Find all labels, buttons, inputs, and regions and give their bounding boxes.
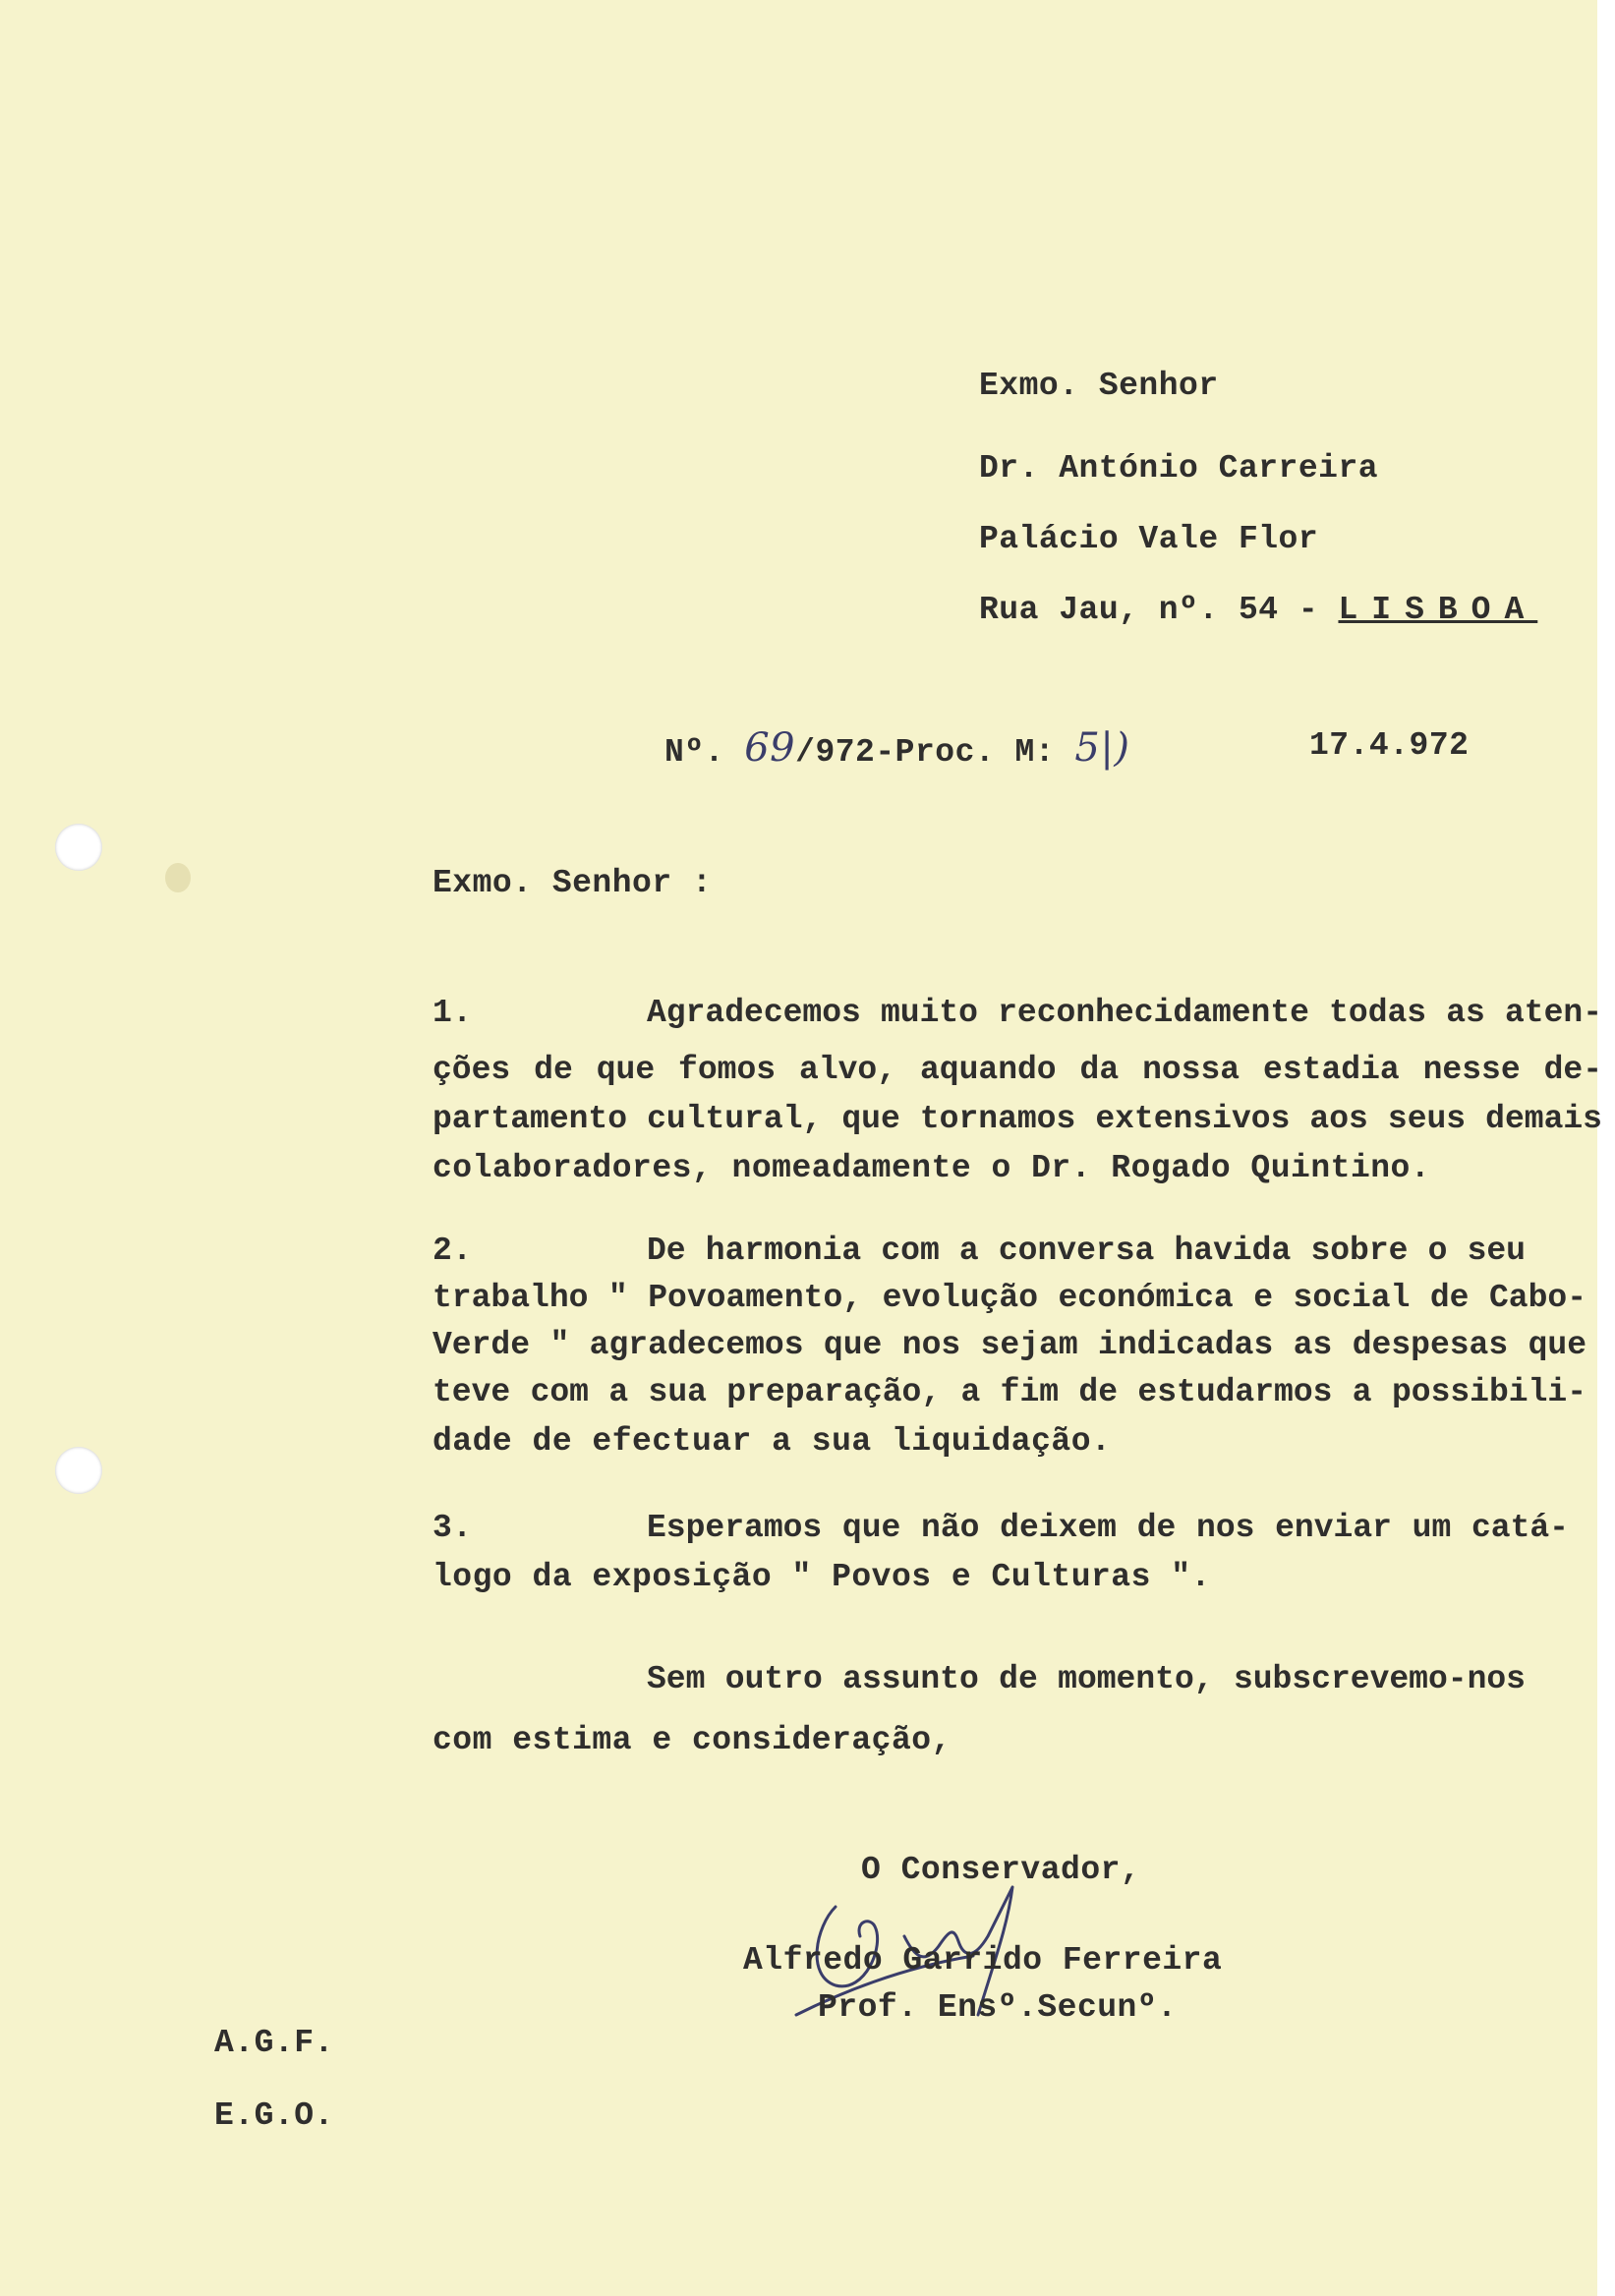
letter-greeting: Exmo. Senhor : bbox=[433, 865, 713, 901]
paragraph-1-line: ções de que fomos alvo, aquando da nossa estadia nesse de- bbox=[433, 1052, 1602, 1088]
closing-line-1: Sem outro assunto de momento, subscrevemo-nos bbox=[647, 1661, 1526, 1697]
paragraph-2-number: 2. bbox=[433, 1233, 473, 1269]
address-name: Dr. António Carreira bbox=[979, 450, 1379, 487]
letter-date: 17.4.972 bbox=[1309, 727, 1470, 764]
paragraph-3-number: 3. bbox=[433, 1510, 473, 1546]
page-edge bbox=[1597, 0, 1615, 2296]
signature-position: Prof. Ensº.Secunº. bbox=[818, 1989, 1178, 2026]
initials-line-2: E.G.O. bbox=[214, 2097, 334, 2134]
paragraph-3-line: logo da exposição " Povos e Culturas ". bbox=[433, 1559, 1211, 1595]
reference-middle: /972-Proc. M: bbox=[795, 734, 1056, 771]
paragraph-1-line: Agradecemos muito reconhecidamente todas as aten- bbox=[647, 995, 1602, 1031]
paragraph-1-line: partamento cultural, que tornamos extensivos aos seus demais bbox=[433, 1101, 1602, 1137]
signature-title: O Conservador, bbox=[861, 1852, 1141, 1888]
reference-number-handwritten: 69 bbox=[744, 725, 796, 771]
paragraph-2-line: teve com a sua preparação, a fim de estudarmos a possibili- bbox=[433, 1374, 1586, 1410]
initials-line-1: A.G.F. bbox=[214, 2025, 334, 2061]
punch-hole-bottom bbox=[55, 1447, 102, 1494]
reference-proc-handwritten: 5|) bbox=[1074, 725, 1130, 771]
paragraph-2-line: trabalho " Povoamento, evolução económica e social de Cabo- bbox=[433, 1280, 1586, 1316]
reference-prefix: Nº. bbox=[664, 734, 724, 771]
reference-line bbox=[664, 725, 1129, 771]
paragraph-1-number: 1. bbox=[433, 995, 473, 1031]
address-street-line bbox=[979, 592, 1537, 628]
signature-name: Alfredo Garrido Ferreira bbox=[743, 1942, 1223, 1979]
address-building: Palácio Vale Flor bbox=[979, 521, 1319, 557]
closing-line-2: com estima e consideração, bbox=[433, 1722, 952, 1758]
paragraph-1-line: colaboradores, nomeadamente o Dr. Rogado Quintino. bbox=[433, 1150, 1431, 1186]
paper-stain bbox=[165, 863, 191, 892]
address-street: Rua Jau, nº. 54 - bbox=[979, 592, 1339, 628]
paragraph-2-line: De harmonia com a conversa havida sobre o seu bbox=[647, 1233, 1526, 1269]
paragraph-2-line: dade de efectuar a sua liquidação. bbox=[433, 1423, 1112, 1460]
address-city: LISBOA bbox=[1338, 592, 1538, 628]
paragraph-2-line: Verde " agradecemos que nos sejam indicadas as despesas que bbox=[433, 1327, 1586, 1363]
punch-hole-top bbox=[55, 824, 102, 871]
paragraph-3-line: Esperamos que não deixem de nos enviar um catá- bbox=[647, 1510, 1569, 1546]
address-salutation: Exmo. Senhor bbox=[979, 368, 1219, 404]
